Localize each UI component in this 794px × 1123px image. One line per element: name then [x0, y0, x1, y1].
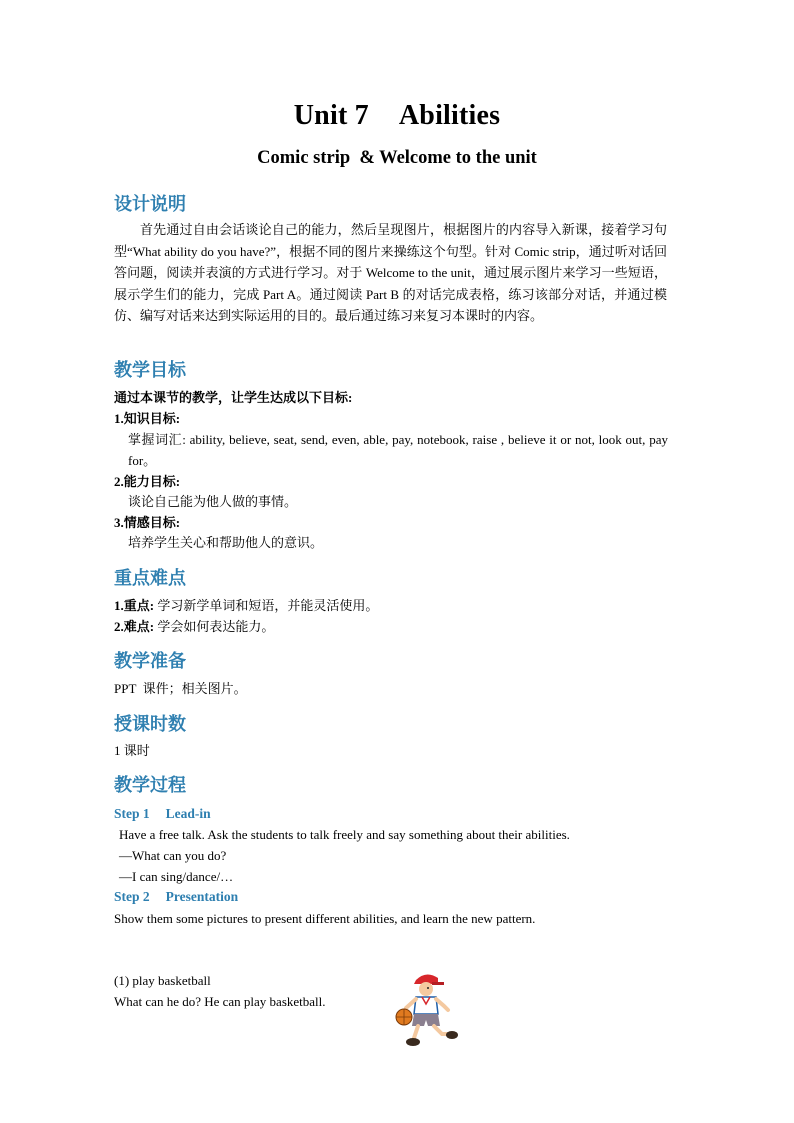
- emotion-text: 培养学生关心和帮助他人的意识。: [128, 535, 324, 550]
- process-heading: 教学过程: [114, 775, 186, 796]
- unit-name: Abilities: [398, 100, 501, 131]
- step2-heading: [114, 889, 238, 905]
- page-title: [0, 100, 794, 132]
- step1-line1: Have a free talk. Ask the students to talk freely and say something about their abilities.: [119, 827, 570, 842]
- knowledge-label: 1.知识目标:: [114, 411, 181, 426]
- step1-heading: [114, 806, 211, 822]
- step1-name: Lead-in: [165, 806, 211, 821]
- goals-heading: 教学目标: [114, 360, 186, 381]
- ability-label: 2.能力目标:: [114, 474, 181, 489]
- key-text: 学习新学单词和短语，并能灵活使用。: [154, 598, 379, 613]
- step1-number: Step 1: [114, 806, 150, 821]
- step1-line3: —I can sing/dance/…: [119, 869, 234, 884]
- keypoints-heading: 重点难点: [114, 568, 186, 589]
- goals-intro: 通过本课节的教学，让学生达成以下目标:: [114, 390, 353, 405]
- knowledge-text: 掌握词汇: ability, believe, seat, send, even, able, pay, notebook, raise , believe it or not, look out, pay for。: [128, 432, 668, 468]
- design-text: 首先通过自由会话谈论自己的能力，然后呈现图片，根据图片的内容导入新课，接着学习句型“What ability do you have?”，根据不同的图片来操练这个句型。针对 Comic strip，通过听对话回答问题，阅读并表演的方式进行学习。对于 Welcome to the unit，通过展示图片来学习一些短语，展示学生们的能力，完成 Part A。通过阅读 Part B 的对话完成表格，练习该部分对话，并通过模仿、编写对话来达到实际运用的目的。最后通过练习来复习本课时的内容。: [114, 222, 667, 323]
- prep-text: PPT 课件；相关图片。: [114, 681, 247, 696]
- page-subtitle: Comic strip & Welcome to the unit: [257, 148, 537, 168]
- unit-number: Unit 7: [293, 100, 369, 131]
- difficult-point: [114, 617, 274, 637]
- difficult-text: 学会如何表达能力。: [154, 619, 275, 634]
- step2-name: Presentation: [165, 889, 239, 904]
- step1-line2: —What can you do?: [119, 848, 227, 863]
- step2-number: Step 2: [114, 889, 150, 904]
- emotion-label: 3.情感目标:: [114, 515, 181, 530]
- item1-title: (1) play basketball: [114, 973, 211, 988]
- key-point: [114, 596, 378, 616]
- boy-playing-basketball-icon: [392, 970, 464, 1050]
- hours-heading: 授课时数: [114, 714, 186, 735]
- design-heading: 设计说明: [114, 194, 186, 215]
- step2-line1: Show them some pictures to present different abilities, and learn the new pattern.: [114, 911, 536, 926]
- item1-line: What can he do? He can play basketball.: [114, 994, 326, 1009]
- prep-heading: 教学准备: [114, 651, 186, 672]
- ability-text: 谈论自己能为他人做的事情。: [128, 494, 298, 509]
- key-label: 1.重点:: [114, 598, 155, 613]
- difficult-label: 2.难点:: [114, 619, 155, 634]
- hours-text: 1 课时: [114, 743, 150, 758]
